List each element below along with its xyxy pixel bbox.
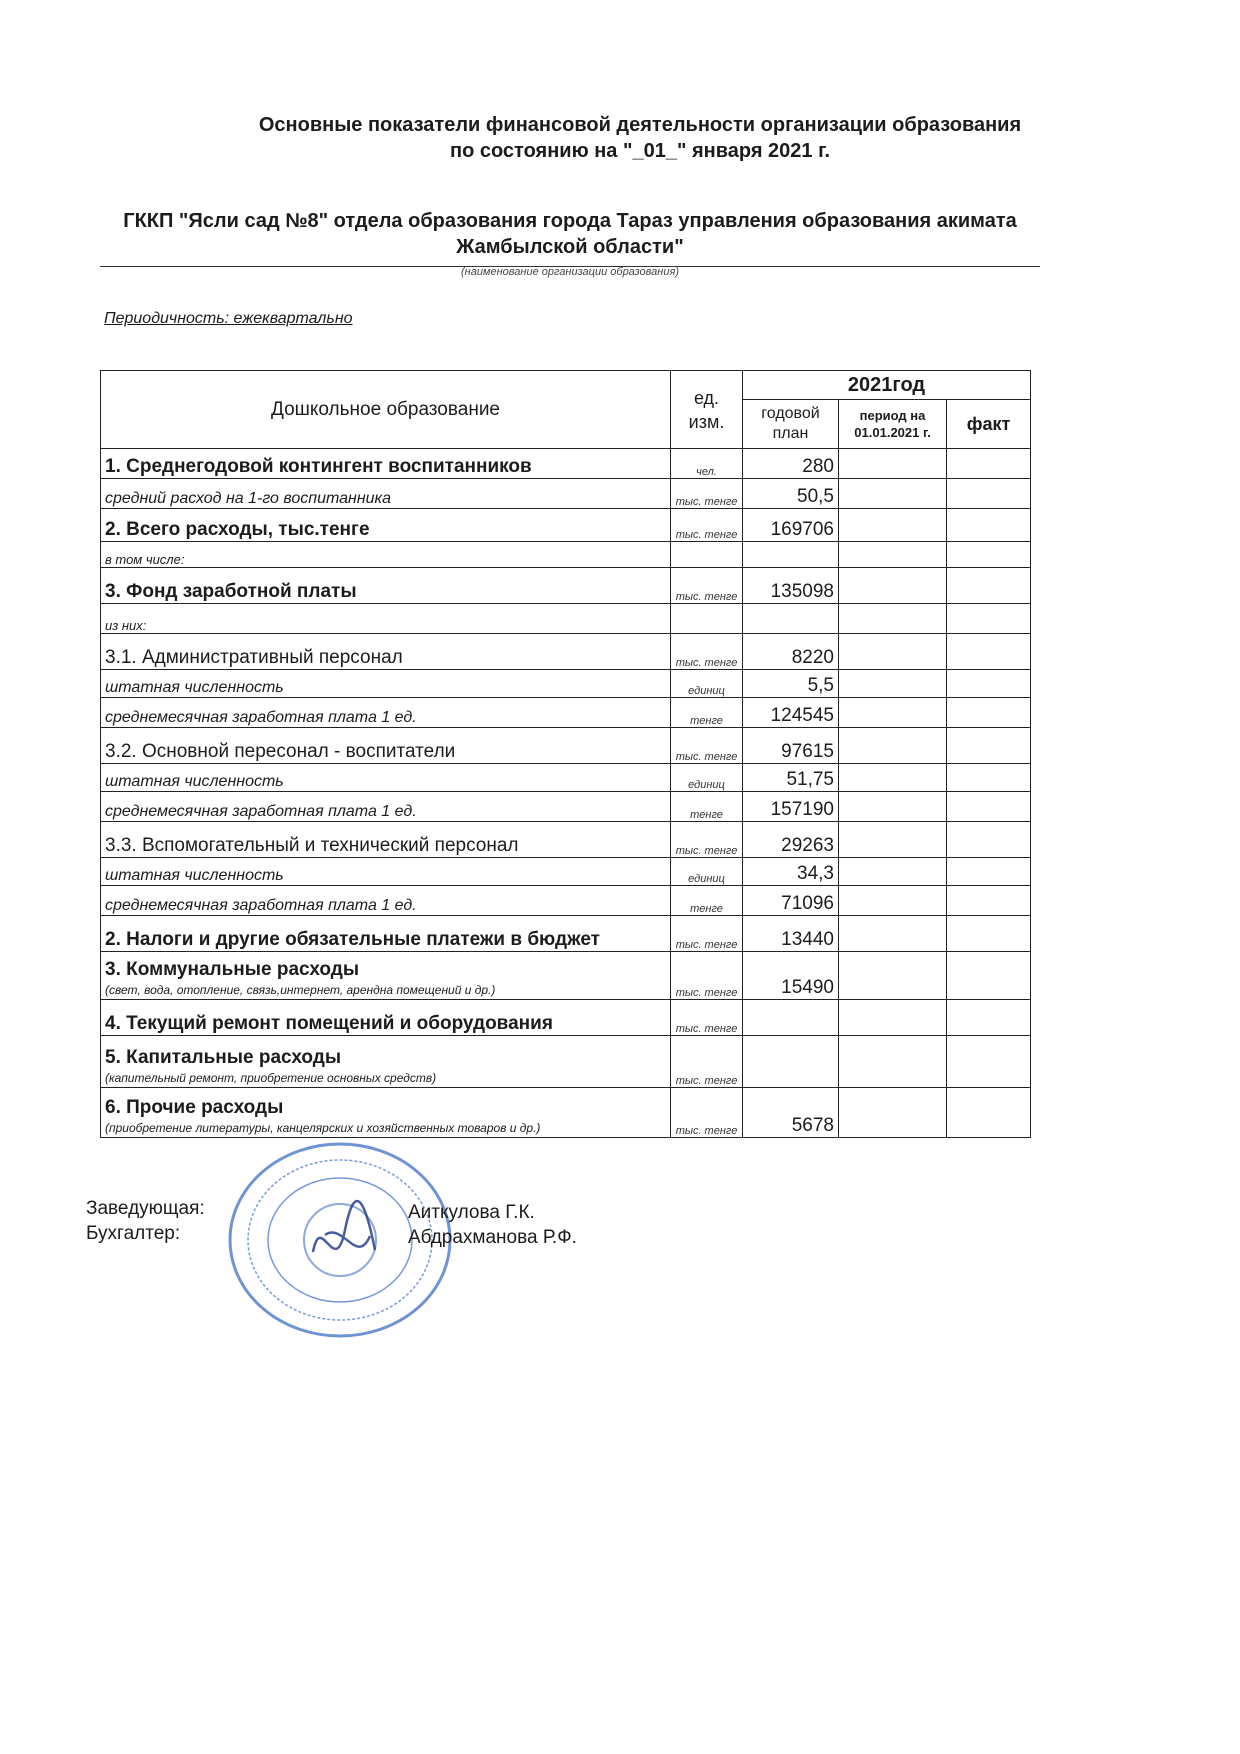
col-header-period	[839, 400, 947, 449]
org-caption: (наименование организации образования)	[461, 266, 679, 278]
row-label	[101, 1088, 671, 1138]
organization-name	[100, 208, 1040, 260]
row-period	[839, 634, 947, 670]
title-line-2: по состоянию на "_01_" января 2021 г.	[449, 140, 830, 162]
row-unit: тыс. тенге	[671, 822, 743, 858]
table-row	[101, 858, 1031, 886]
row-plan: 5,5	[743, 670, 839, 698]
table-row	[101, 822, 1031, 858]
row-fact	[947, 509, 1031, 542]
row-label: среднемесячная заработная плата 1 ед.	[101, 698, 671, 728]
row-label: среднемесячная заработная плата 1 ед.	[101, 886, 671, 916]
head-title: Заведующая:	[86, 1198, 205, 1219]
row-label: 3. Фонд заработной платы	[101, 568, 671, 604]
row-period	[839, 479, 947, 509]
table-row	[101, 634, 1031, 670]
col-header-unit-2: изм.	[688, 411, 725, 432]
row-fact	[947, 568, 1031, 604]
row-unit: тенге	[671, 792, 743, 822]
row-plan: 71096	[743, 886, 839, 916]
row-label: из них:	[101, 604, 671, 634]
title-line-1: Основные показатели финансовой деятельности организации образования	[258, 114, 1022, 136]
row-period	[839, 952, 947, 1000]
row-unit: тыс. тенге	[671, 952, 743, 1000]
row-fact	[947, 728, 1031, 764]
row-unit: тыс. тенге	[671, 509, 743, 542]
row-label: 3.2. Основной пересонал - воспитатели	[101, 728, 671, 764]
row-fact	[947, 670, 1031, 698]
row-period	[839, 1088, 947, 1138]
row-fact	[947, 792, 1031, 822]
row-plan: 50,5	[743, 479, 839, 509]
stamp-text-ring	[248, 1160, 432, 1320]
row-period	[839, 1000, 947, 1036]
head-name: Аиткулова Г.К.	[408, 1202, 535, 1223]
row-label-main: 5. Капитальные расходы	[105, 1047, 342, 1068]
row-label: штатная численность	[101, 858, 671, 886]
row-fact	[947, 886, 1031, 916]
row-plan: 8220	[743, 634, 839, 670]
row-unit: единиц	[671, 764, 743, 792]
row-label-main: 3. Коммунальные расходы	[105, 959, 360, 980]
row-plan	[743, 604, 839, 634]
row-label: средний расход на 1-го воспитанника	[101, 479, 671, 509]
row-plan: 29263	[743, 822, 839, 858]
row-fact	[947, 1000, 1031, 1036]
row-plan: 157190	[743, 792, 839, 822]
table-row	[101, 542, 1031, 568]
org-line-2: Жамбылской области"	[456, 236, 684, 258]
row-period	[839, 822, 947, 858]
row-label: среднемесячная заработная плата 1 ед.	[101, 792, 671, 822]
org-line-1: ГККП "Ясли сад №8" отдела образования города Тараз управления образования акимата	[123, 210, 1017, 232]
row-fact	[947, 1088, 1031, 1138]
table-row	[101, 886, 1031, 916]
row-unit: тыс. тенге	[671, 479, 743, 509]
row-period	[839, 449, 947, 479]
accountant-title: Бухгалтер:	[86, 1223, 181, 1244]
table-row	[101, 449, 1031, 479]
table-row	[101, 604, 1031, 634]
document-title	[0, 112, 1240, 164]
row-period	[839, 916, 947, 952]
row-plan	[743, 1036, 839, 1088]
row-unit: тыс. тенге	[671, 568, 743, 604]
signature-names	[408, 1200, 577, 1250]
row-label: 2. Всего расходы, тыс.тенге	[101, 509, 671, 542]
row-label: 4. Текущий ремонт помещений и оборудования	[101, 1000, 671, 1036]
row-period	[839, 1036, 947, 1088]
table-row	[101, 670, 1031, 698]
col-header-plan	[743, 400, 839, 449]
row-plan: 280	[743, 449, 839, 479]
row-unit: тенге	[671, 886, 743, 916]
row-period	[839, 509, 947, 542]
row-label: 1. Среднегодовой контингент воспитанников	[101, 449, 671, 479]
row-fact	[947, 542, 1031, 568]
row-unit: тыс. тенге	[671, 1088, 743, 1138]
table-row	[101, 952, 1031, 1000]
table-row	[101, 509, 1031, 542]
table-row	[101, 792, 1031, 822]
row-fact	[947, 858, 1031, 886]
col-header-fact: факт	[947, 400, 1031, 449]
row-period	[839, 698, 947, 728]
row-fact	[947, 634, 1031, 670]
row-unit: тыс. тенге	[671, 634, 743, 670]
row-label-sub: (приобретение литературы, канцелярских и хозяйственных товаров и др.)	[105, 1121, 541, 1135]
col-header-unit-1: ед.	[693, 387, 720, 408]
row-label-sub: (свет, вода, отопление, связь,интернет, арендна помещений и др.)	[105, 983, 496, 997]
table-row	[101, 728, 1031, 764]
row-unit: тыс. тенге	[671, 728, 743, 764]
table-row	[101, 698, 1031, 728]
col-header-main: Дошкольное образование	[101, 371, 671, 449]
row-unit: тыс. тенге	[671, 1000, 743, 1036]
row-period	[839, 542, 947, 568]
row-unit: единиц	[671, 670, 743, 698]
row-plan: 5678	[743, 1088, 839, 1138]
row-plan: 15490	[743, 952, 839, 1000]
row-fact	[947, 449, 1031, 479]
row-unit	[671, 542, 743, 568]
row-label: 3.1. Административный персонал	[101, 634, 671, 670]
table-row	[101, 764, 1031, 792]
row-plan: 169706	[743, 509, 839, 542]
col-header-plan-1: годовой	[761, 405, 820, 422]
row-unit	[671, 604, 743, 634]
row-fact	[947, 1036, 1031, 1088]
stamp-inner-ring	[268, 1178, 412, 1302]
row-period	[839, 670, 947, 698]
row-plan	[743, 542, 839, 568]
row-plan: 124545	[743, 698, 839, 728]
table-row	[101, 568, 1031, 604]
row-period	[839, 604, 947, 634]
row-plan	[743, 1000, 839, 1036]
row-plan: 13440	[743, 916, 839, 952]
row-unit: тенге	[671, 698, 743, 728]
row-label: штатная численность	[101, 764, 671, 792]
row-period	[839, 886, 947, 916]
table-row	[101, 916, 1031, 952]
col-header-period-2: 01.01.2021 г.	[854, 425, 931, 440]
row-unit: чел.	[671, 449, 743, 479]
col-header-period-1: период на	[859, 408, 926, 423]
row-plan: 97615	[743, 728, 839, 764]
row-label: штатная численность	[101, 670, 671, 698]
row-fact	[947, 822, 1031, 858]
accountant-name: Абдрахманова Р.Ф.	[408, 1227, 577, 1248]
row-label: 3.3. Вспомогательный и технический персонал	[101, 822, 671, 858]
row-fact	[947, 952, 1031, 1000]
row-label: 2. Налоги и другие обязательные платежи в бюджет	[101, 916, 671, 952]
row-period	[839, 858, 947, 886]
periodicity: Периодичность: ежеквартально	[104, 310, 353, 327]
row-fact	[947, 916, 1031, 952]
row-label-sub: (капительный ремонт, приобретение основных средств)	[105, 1071, 437, 1085]
row-label	[101, 1036, 671, 1088]
table-row	[101, 1000, 1031, 1036]
col-header-year: 2021год	[743, 371, 1031, 400]
row-fact	[947, 479, 1031, 509]
row-period	[839, 728, 947, 764]
row-plan: 51,75	[743, 764, 839, 792]
row-fact	[947, 698, 1031, 728]
signature-titles	[86, 1196, 205, 1246]
row-label: в том числе:	[101, 542, 671, 568]
row-period	[839, 792, 947, 822]
col-header-plan-2: план	[772, 425, 809, 442]
table-row	[101, 479, 1031, 509]
row-period	[839, 568, 947, 604]
row-fact	[947, 604, 1031, 634]
row-plan: 135098	[743, 568, 839, 604]
col-header-unit	[671, 371, 743, 449]
table-row	[101, 1088, 1031, 1138]
financial-table	[100, 370, 1031, 1138]
row-plan: 34,3	[743, 858, 839, 886]
table-row	[101, 1036, 1031, 1088]
row-label-main: 6. Прочие расходы	[105, 1097, 284, 1118]
row-unit: единиц	[671, 858, 743, 886]
row-fact	[947, 764, 1031, 792]
row-period	[839, 764, 947, 792]
row-label	[101, 952, 671, 1000]
row-unit: тыс. тенге	[671, 1036, 743, 1088]
row-unit: тыс. тенге	[671, 916, 743, 952]
